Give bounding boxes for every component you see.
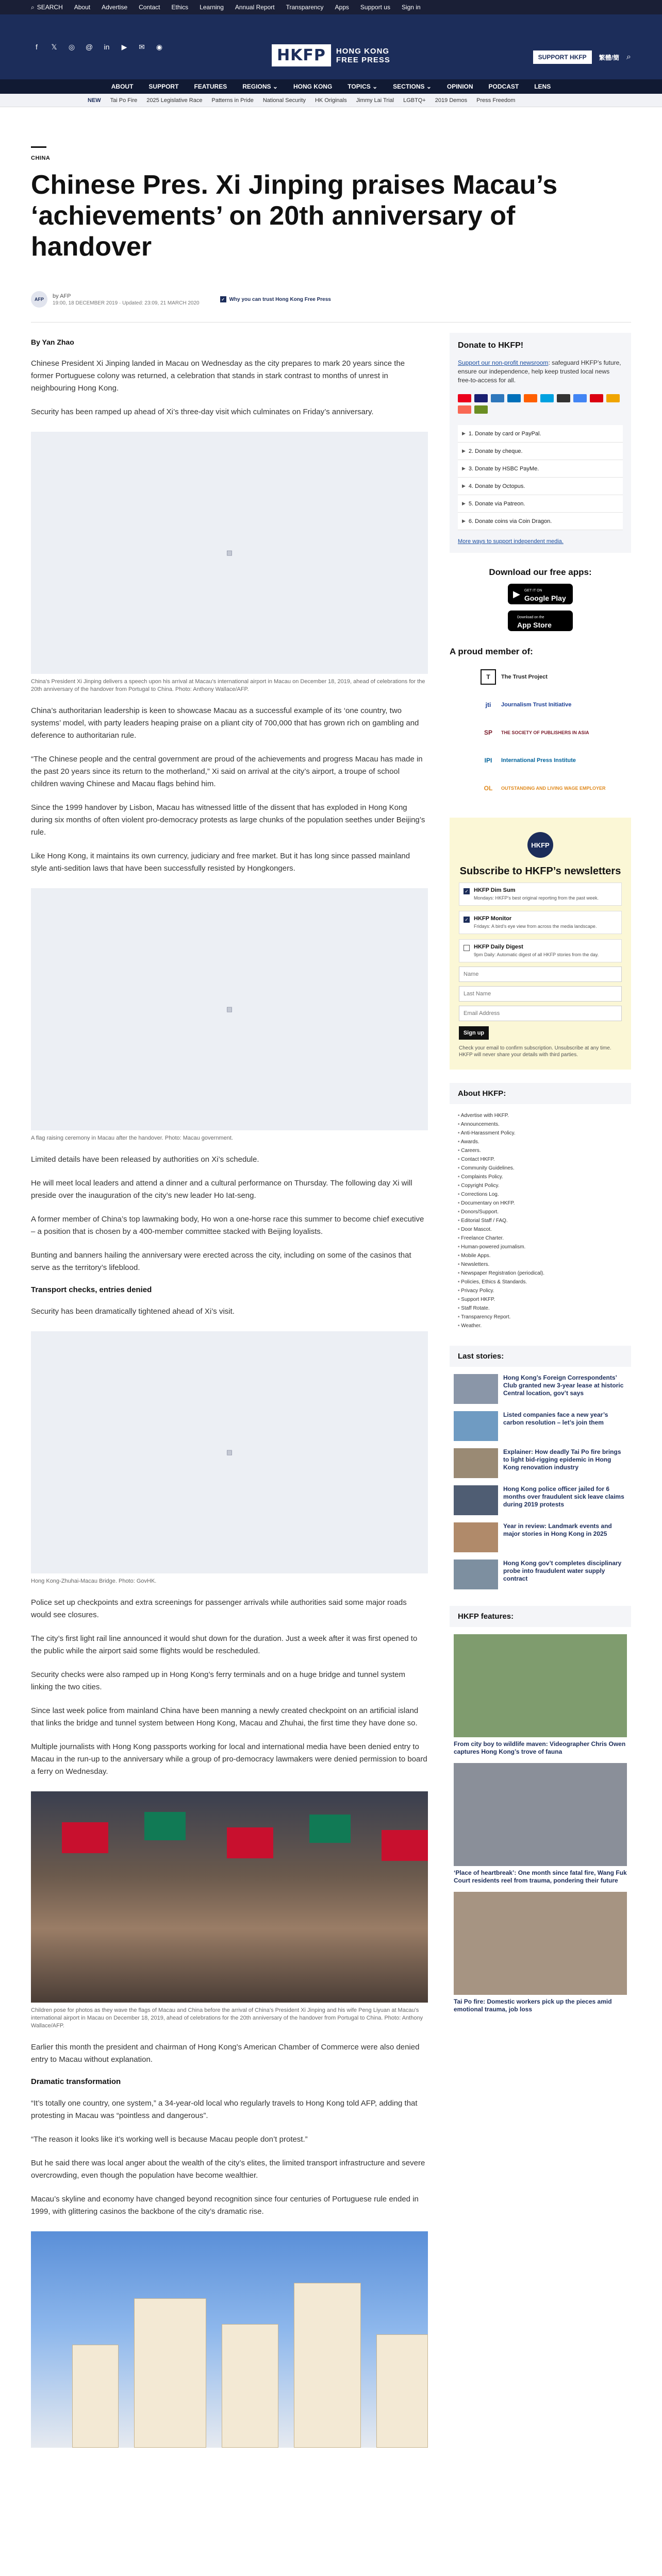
logo-mark: HKFP [272,44,331,66]
signup-button[interactable]: Sign up [459,1026,489,1040]
photo-caption: A flag raising ceremony in Macau after the handover. Photo: Macau government. [31,1135,233,1141]
main-nav [0,79,662,94]
search-icon[interactable]: ⌕ [626,53,631,61]
content-area [0,333,662,2448]
shield-icon: ✓ [220,296,226,302]
paragraph: A former member of China’s top lawmaking body, Ho won a one-horse race this summer to become chief executive – a position that is chosen by a 400-member committee stacked with Beijing loyalists. [31,1215,424,1236]
donate-box [450,333,631,553]
paragraph: Since the 1999 handover by Lisbon, Macau has witnessed little of the dissent that has exploded in Hong Kong during six months of often violent pro-democracy protests as large chunks of the population seethes under Beijing’s rule. [31,803,425,837]
feature-image [454,1763,627,1866]
header-actions [533,50,631,64]
jti-logo: jti [485,701,491,708]
paypal-icon [507,394,521,402]
nav-about[interactable]: ABOUT [111,83,134,90]
about-link[interactable]: • Newspaper Registration (periodical). [458,1269,623,1278]
about-link[interactable]: • Contact HKFP. [458,1155,623,1164]
about-link[interactable]: • Documentary on HKFP. [458,1199,623,1208]
flag-shape [62,1822,108,1853]
nav-podcast[interactable]: PODCAST [488,83,519,90]
util-about[interactable]: About [74,4,91,11]
about-link[interactable]: • Anti-Harassment Policy. [458,1129,623,1138]
util-ethics[interactable]: Ethics [171,4,189,11]
features-section [450,1606,631,2013]
article-title: Chinese Pres. Xi Jinping praises Macau’s ‘achievements’ on 20th anniversary of handover [31,170,558,262]
paragraph: The city’s first light rail line announced it would shut down for the duration. Just a week after it was first opened to the public while the airport said some flights would be rescheduled. [31,1634,418,1655]
paragraph: “It’s totally one country, one system,” a 34-year-old local who regularly travels to Hong Kong told AFP, adding that protesting in Macau was “pointless and dangerous”. [31,2099,418,2120]
building-shape [134,2298,206,2448]
nav-features[interactable]: FEATURES [194,83,227,90]
trending-link[interactable]: 2025 Legislative Race [146,97,203,104]
site-header [0,14,662,79]
latest-stories [450,1346,631,1589]
paragraph: Security has been ramped up ahead of Xi’s three-day visit which culminates on Friday’s anniversary. [31,408,374,416]
story-thumbnail [454,1374,498,1404]
about-link[interactable]: • Policies, Ethics & Standards. [458,1278,623,1286]
payme-icon [590,394,603,402]
nav-regions[interactable]: REGIONS ⌄ [242,83,278,90]
apps-title: Download our free apps: [489,567,592,577]
donate-option[interactable]: ▶ 4. Donate by Octopus. [458,478,623,495]
caret-right-icon: ▶ [462,448,466,453]
about-list [450,1104,631,1330]
article-photo-crowd [31,1791,428,2003]
coin-icon [474,405,488,414]
payment-icons [458,394,623,414]
checkbox-checked-icon[interactable]: ✓ [464,917,470,923]
nav-hong-kong[interactable]: HONG KONG [293,83,333,90]
latest-title: Last stories: [450,1346,631,1367]
photo-caption: Children pose for photos as they wave the flags of Macau and China before the arrival of China’s President Xi Jinping and his wife Peng Liyuan at Macau’s international airport in Macau on December 18, 2019, ahead of celebrations for the 20th anniversary of the handover from Portugal to China. Photo: Anthony Wallace/AFP. [31,2007,423,2029]
util-search[interactable]: ⌕ SEARCH [31,3,63,11]
newsletter-option[interactable]: ✓ HKFP Monitor Fridays: A bird’s eye view from across the media landscape. [459,911,622,934]
name-input[interactable] [459,967,622,982]
about-link[interactable]: • Copyright Policy. [458,1181,623,1190]
about-link[interactable]: • Advertise with HKFP. [458,1111,623,1120]
new-label: NEW [88,97,101,104]
trending-link[interactable]: HK Originals [315,97,347,104]
paragraph: Bunting and banners hailing the anniversary were erected across the city, including on some of the casinos that serve as the territory’s lifeblood. [31,1251,411,1272]
image-icon: ▨ [226,1005,233,1013]
story-item[interactable]: Hong Kong gov’t completes disciplinary probe into fraudulent water supply contract [450,1560,631,1589]
flag-shape [382,1830,428,1861]
about-link[interactable]: • Privacy Policy. [458,1286,623,1295]
member-item[interactable]: SP THE SOCIETY OF PUBLISHERS IN ASIA [450,719,631,747]
paragraph: He will meet local leaders and attend a dinner and a cultural performance on Thursday. The following day Xi will preside over the inauguration of the city’s new leader Ho Iat-seng. [31,1179,412,1200]
living-wage-logo: OL [484,785,493,792]
caret-right-icon: ▶ [462,518,466,523]
newsletter-note: Check your email to confirm subscription. Unsubscribe at any time. HKFP will never share your details with third parties. [459,1045,611,1058]
about-link[interactable]: • Announcements. [458,1120,623,1129]
feature-item[interactable]: ‘Place of heartbreak’: One month since fatal fire, Wang Fuk Court residents reel from trauma, pondering their future [450,1763,631,1885]
paragraph: “The reason it looks like it’s working well is because Macau people don’t protest.” [31,2135,308,2144]
about-link[interactable]: • Donors/Support. [458,1208,623,1216]
util-annual-report[interactable]: Annual Report [235,4,275,11]
trending-link[interactable]: Press Freedom [476,97,516,104]
subheading: Transport checks, entries denied [31,1285,152,1294]
amex-icon [491,394,504,402]
donate-options [458,425,623,530]
patreon-icon [458,405,471,414]
article-dates: 19:00, 18 DECEMBER 2019 · Updated: 23:09, 21 MARCH 2020 [53,300,200,306]
facebook-icon[interactable]: f [36,43,38,51]
apps-section [450,567,631,631]
trending-link[interactable]: 2019 Demos [435,97,468,104]
paragraph: Since last week police from mainland China have been manning a newly created checkpoint on an artificial island that links the bridge and tunnel system between Hong Kong, Macau and Zhuhai, the first time they have done so. [31,1706,419,1727]
newsletter-box [450,818,631,1070]
about-link[interactable]: • Complaints Policy. [458,1173,623,1181]
story-thumbnail [454,1411,498,1441]
features-title: HKFP features: [450,1606,631,1627]
about-link[interactable]: • Editorial Staff / FAQ. [458,1216,623,1225]
article-photo-macau [31,2231,428,2448]
about-link[interactable]: • Mobile Apps. [458,1251,623,1260]
ipi-logo: IPI [484,757,492,764]
author-avatar[interactable]: AFP [31,291,47,308]
util-signin[interactable]: Sign in [401,4,421,11]
more-ways-link[interactable]: More ways to support independent media. [458,538,564,545]
about-link[interactable]: • Weather. [458,1321,623,1330]
util-contact[interactable]: Contact [139,4,160,11]
paragraph: “The Chinese people and the central government are proud of the achievements and progress Macau has made in the past 20 years since its return to the motherland,” Xi said on arrival at the city’s airport, a troupe of school children waving Chinese and Macau flags behind him. [31,755,423,788]
logo-text: HONG KONG FREE PRESS [336,46,390,64]
building-shape [72,2345,119,2448]
photo-caption: Hong Kong-Zhuhai-Macau Bridge. Photo: GovHK. [31,1578,157,1584]
sopa-logo: SP [484,729,492,736]
story-item[interactable]: Explainer: How deadly Tai Po fire brings to light bid-rigging epidemic in Hong Kong renovation industry [450,1448,631,1478]
googlepay-icon [573,394,587,402]
story-item[interactable]: Listed companies face a new year’s carbon resolution – let’s join them [450,1411,631,1441]
about-link[interactable]: • Door Mascot. [458,1225,623,1234]
util-advertise[interactable]: Advertise [102,4,128,11]
flag-shape [144,1812,186,1840]
sidebar [450,333,631,2448]
util-transparency[interactable]: Transparency [286,4,324,11]
article-photo [31,1331,428,1573]
paragraph: Limited details have been released by authorities on Xi’s schedule. [31,1155,259,1164]
google-play-button[interactable]: ▶ GET IT ON Google Play [508,584,573,604]
trending-link[interactable]: Patterns in Pride [211,97,254,104]
paragraph: Multiple journalists with Hong Kong passports working for local and international media have been denied entry to Macau in the run-up to the anniversary while a group of pro-democracy lawmakers were denied permission to board a ferry on Wednesday. [31,1742,427,1776]
util-support[interactable]: Support us [360,4,390,11]
donate-link[interactable]: Support our non-profit newsroom [458,359,549,366]
caret-right-icon: ▶ [462,431,466,436]
paragraph: China’s authoritarian leadership is keen to showcase Macau as a successful example of its ‘one country, two systems’ model, with party leaders heaping praise on a pliant city of 700,000 that has grown rich on gambling and deference to authoritarian rule. [31,706,419,740]
applepay-icon [557,394,570,402]
about-link[interactable]: • Transparency Report. [458,1313,623,1321]
trending-link[interactable]: LGBTQ+ [403,97,426,104]
newsletter-title: Subscribe to HKFP’s newsletters [459,866,621,877]
donate-option[interactable]: ▶ 5. Donate via Patreon. [458,495,623,513]
donate-option[interactable]: ▶ 3. Donate by HSBC PayMe. [458,460,623,478]
app-store-button[interactable]: Download on the App Store [508,611,573,631]
visa-icon [474,394,488,402]
category-label[interactable]: CHINA [31,155,51,161]
article-header [0,146,662,308]
octopus-icon [606,394,620,402]
nav-topics[interactable]: TOPICS ⌄ [347,83,378,90]
trending-link[interactable]: Tai Po Fire [110,97,138,104]
member-section [450,647,631,802]
author-line[interactable]: by AFP [53,293,71,299]
building-shape [222,2324,278,2448]
story-thumbnail [454,1448,498,1478]
util-apps[interactable]: Apps [335,4,349,11]
photo-caption: China’s President Xi Jinping delivers a speech upon his arrival at Macau’s international airport in Macau on December 18, 2019, ahead of celebrations for the 20th anniversary of the handover from Portugal to China. Photo: Anthony Wallace/AFP. [31,679,425,692]
social-links [31,41,165,53]
paragraph: Like Hong Kong, it maintains its own currency, judiciary and free market. But it has long since passed mainland style anti-sedition laws that have been successfully resisted by Hongkongers. [31,852,410,873]
about-link[interactable]: • Support HKFP. [458,1295,623,1304]
util-learning[interactable]: Learning [200,4,224,11]
article-meta [31,291,662,308]
checkbox-checked-icon[interactable]: ✓ [464,888,470,894]
about-link[interactable]: • Staff Rotate. [458,1304,623,1313]
about-link[interactable]: • Awards. [458,1138,623,1146]
checkbox-icon[interactable] [464,945,470,951]
member-item[interactable]: jti Journalism Trust Initiative [450,691,631,719]
mastercard-icon [458,394,471,402]
story-thumbnail [454,1560,498,1589]
donate-option[interactable]: ▶ 1. Donate by card or PayPal. [458,425,623,443]
utility-bar [0,0,662,14]
about-link[interactable]: • Community Guidelines. [458,1164,623,1173]
story-item[interactable]: Hong Kong police officer jailed for 6 months over fraudulent sick leave claims during 2019 protests [450,1485,631,1515]
search-icon: ⌕ [31,3,35,11]
article-body [31,333,428,2448]
feature-item[interactable]: From city boy to wildlife maven: Videographer Chris Owen captures Hong Kong’s trove of fauna [450,1634,631,1756]
paragraph: Police set up checkpoints and extra screenings for passenger arrivals while authorities said some major roads would see closures. [31,1598,407,1619]
member-title: A proud member of: [450,647,533,656]
paragraph: Security has been dramatically tightened ahead of Xi’s visit. [31,1307,235,1316]
donate-text: Support our non-profit newsroom: safeguard HKFP’s future, ensure our independence, help keep trusted local news free-to-access for all. [458,359,621,384]
caret-right-icon: ▶ [462,501,466,506]
paragraph: But he said there was local anger about the wealth of the city’s elites, the limited transport infrastructure and severe overcrowding, even though the population have become wealthier. [31,2159,425,2180]
image-icon: ▨ [226,1448,233,1456]
trending-link[interactable]: Jimmy Lai Trial [356,97,394,104]
donate-option[interactable]: ▶ 6. Donate coins via Coin Dragon. [458,513,623,530]
donate-title: Donate to HKFP! [458,341,524,350]
divider [31,322,631,323]
paragraph: Chinese President Xi Jinping landed in Macau on Wednesday as the city prepares to mark 20 years since the former Portuguese colony was returned, a celebration that stands in stark contrast to months of unrest in neighbouring Hong Kong. [31,359,405,393]
linkedin-icon[interactable]: in [104,43,110,51]
mail-icon[interactable]: ✉ [139,42,145,51]
about-link[interactable]: • Careers. [458,1146,623,1155]
nav-opinion[interactable]: OPINION [446,83,473,90]
flag-shape [227,1827,273,1858]
image-icon: ▨ [226,549,233,556]
article-photo [31,432,428,674]
story-thumbnail [454,1522,498,1552]
trust-link[interactable]: ✓ Why you can trust Hong Kong Free Press [220,296,331,302]
story-item[interactable]: Hong Kong’s Foreign Correspondents’ Club granted new 3-year lease at historic Central location, gov’t says [450,1374,631,1404]
building-shape [294,2283,361,2448]
article-photo [31,888,428,1130]
x-icon[interactable]: 𝕏 [51,42,57,51]
caret-right-icon: ▶ [462,466,466,471]
member-list [450,663,631,802]
feature-item[interactable]: Tai Po fire: Domestic workers pick up the pieces amid emotional trauma, job loss [450,1892,631,2013]
paragraph: Security checks were also ramped up in Hong Kong’s ferry terminals and on a huge bridge and tunnel system linking the two cities. [31,1670,405,1691]
donate-option[interactable]: ▶ 2. Donate by cheque. [458,443,623,460]
language-switch[interactable]: 繁體/簡 [599,54,620,61]
newsletter-logo: HKFP [527,832,553,858]
flag-shape [309,1815,351,1843]
trending-link[interactable]: National Security [262,97,306,104]
feature-image [454,1892,627,1995]
byline: By Yan Zhao [31,338,74,346]
subheading: Dramatic transformation [31,2077,121,2086]
caret-right-icon: ▶ [462,483,466,488]
trending-bar [0,94,662,107]
nav-lens[interactable]: LENS [534,83,551,90]
last-name-input[interactable] [459,986,622,1002]
kicker-rule [31,146,46,148]
rss-icon[interactable]: ◉ [156,42,163,51]
trust-project-logo: T [481,669,496,685]
threads-icon[interactable]: @ [85,43,93,51]
nav-sections[interactable]: SECTIONS ⌄ [393,83,432,90]
nav-support[interactable]: SUPPORT [148,83,179,90]
about-link[interactable]: • Freelance Charter. [458,1234,623,1243]
site-logo[interactable] [272,44,390,66]
story-thumbnail [454,1485,498,1515]
about-link[interactable]: • Corrections Log. [458,1190,623,1199]
building-shape [376,2334,428,2448]
jcb-icon [540,394,554,402]
about-section [450,1083,631,1330]
paragraph: Macau’s skyline and economy have changed beyond recognition since four centuries of Portuguese rule ended in 1999, with glittering casinos the backbone of the city’s dramatic rise. [31,2195,419,2216]
newsletter-option[interactable]: HKFP Daily Digest 9pm Daily: Automatic digest of all HKFP stories from the day. [459,939,622,962]
youtube-icon[interactable]: ▶ [121,42,127,51]
about-title: About HKFP: [450,1083,631,1104]
play-icon: ▶ [513,588,520,599]
member-item[interactable]: IPI International Press Institute [450,747,631,774]
feature-image [454,1634,627,1737]
discover-icon [524,394,537,402]
paragraph: Earlier this month the president and chairman of Hong Kong’s American Chamber of Commerce were also denied entry to Macau without explanation. [31,2043,420,2064]
newsletter-option[interactable]: ✓ HKFP Dim Sum Mondays: HKFP’s best original reporting from the past week. [459,883,622,906]
story-item[interactable]: Year in review: Landmark events and major stories in Hong Kong in 2025 [450,1522,631,1552]
member-item[interactable]: T The Trust Project [450,663,631,691]
support-hkfp-button[interactable]: SUPPORT HKFP [533,50,592,64]
email-input[interactable] [459,1006,622,1021]
about-link[interactable]: • Human-powered journalism. [458,1243,623,1251]
about-link[interactable]: • Newsletters. [458,1260,623,1269]
member-item[interactable]: OL OUTSTANDING AND LIVING WAGE EMPLOYER [450,774,631,802]
instagram-icon[interactable]: ◎ [68,42,75,51]
